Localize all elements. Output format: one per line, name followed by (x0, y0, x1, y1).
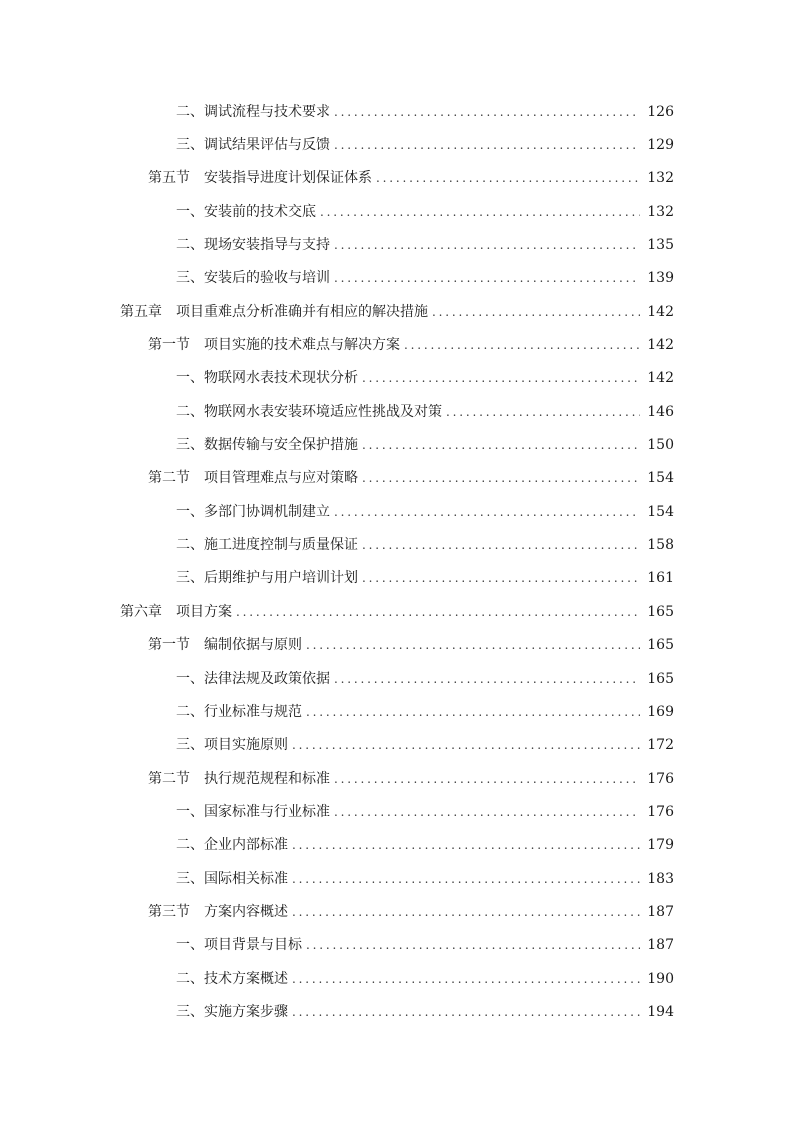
toc-dot-leader (292, 969, 640, 989)
toc-page-number: 190 (647, 970, 674, 987)
toc-entry-title: 第一节 编制依据与原则 (148, 637, 302, 654)
toc-subsection-entry[interactable] (0, 195, 793, 228)
toc-dot-leader (292, 869, 640, 889)
toc-page-number: 158 (647, 537, 674, 554)
toc-entry-title: 一、项目背景与目标 (176, 937, 302, 954)
toc-entry-title: 一、安装前的技术交底 (176, 203, 316, 220)
toc-dot-leader (334, 769, 640, 789)
toc-subsection-entry[interactable] (0, 795, 793, 828)
toc-entry-title: 三、后期维护与用户培训计划 (176, 570, 358, 587)
toc-page-number: 183 (647, 870, 674, 887)
toc-dot-leader (334, 135, 640, 155)
toc-entry-title: 第五章 项目重难点分析准确并有相应的解决措施 (120, 303, 428, 320)
toc-subsection-entry[interactable] (0, 695, 793, 728)
toc-dot-leader (236, 602, 640, 622)
toc-section-entry[interactable] (0, 162, 793, 195)
toc-page-number: 165 (647, 670, 674, 687)
toc-page-number: 172 (647, 737, 674, 754)
toc-subsection-entry[interactable] (0, 729, 793, 762)
toc-dot-leader (432, 302, 640, 322)
toc-dot-leader (292, 902, 640, 922)
toc-entry-title: 第五节 安装指导进度计划保证体系 (148, 170, 372, 187)
toc-entry-title: 第二节 项目管理难点与应对策略 (148, 470, 358, 487)
toc-page-number: 161 (647, 570, 674, 587)
toc-dot-leader (320, 202, 640, 222)
toc-page-number: 135 (647, 237, 674, 254)
toc-chapter-entry[interactable] (0, 295, 793, 328)
toc-dot-leader (306, 935, 640, 955)
toc-subsection-entry[interactable] (0, 95, 793, 128)
toc-dot-leader (334, 669, 640, 689)
toc-entry-title: 三、数据传输与安全保护措施 (176, 437, 358, 454)
toc-page-number: 169 (647, 703, 674, 720)
toc-subsection-entry[interactable] (0, 128, 793, 161)
toc-page-number: 146 (647, 403, 674, 420)
toc-chapter-entry[interactable] (0, 595, 793, 628)
toc-dot-leader (362, 368, 640, 388)
toc-entry-title: 第三节 方案内容概述 (148, 903, 288, 920)
toc-dot-leader (334, 235, 640, 255)
toc-page-number: 126 (647, 103, 674, 120)
toc-section-entry[interactable] (0, 895, 793, 928)
toc-section-entry[interactable] (0, 328, 793, 361)
toc-entry-title: 三、安装后的验收与培训 (176, 270, 330, 287)
toc-subsection-entry[interactable] (0, 995, 793, 1028)
toc-page-number: 139 (647, 270, 674, 287)
toc-subsection-entry[interactable] (0, 428, 793, 461)
toc-entry-title: 一、国家标准与行业标准 (176, 803, 330, 820)
toc-dot-leader (334, 268, 640, 288)
toc-dot-leader (292, 735, 640, 755)
toc-entry-title: 三、调试结果评估与反馈 (176, 137, 330, 154)
table-of-contents (0, 95, 793, 1029)
toc-page-number: 132 (647, 203, 674, 220)
toc-dot-leader (334, 502, 640, 522)
toc-page-number: 165 (647, 637, 674, 654)
toc-entry-title: 一、物联网水表技术现状分析 (176, 370, 358, 387)
toc-subsection-entry[interactable] (0, 262, 793, 295)
toc-entry-title: 第二节 执行规范规程和标准 (148, 770, 330, 787)
toc-page-number: 132 (647, 170, 674, 187)
toc-entry-title: 第六章 项目方案 (120, 603, 232, 620)
toc-entry-title: 三、项目实施原则 (176, 737, 288, 754)
toc-dot-leader (362, 568, 640, 588)
toc-subsection-entry[interactable] (0, 362, 793, 395)
toc-subsection-entry[interactable] (0, 228, 793, 261)
toc-dot-leader (334, 102, 640, 122)
toc-dot-leader (292, 835, 640, 855)
toc-entry-title: 三、实施方案步骤 (176, 1003, 288, 1020)
toc-dot-leader (306, 635, 640, 655)
toc-page-number: 129 (647, 137, 674, 154)
toc-entry-title: 二、技术方案概述 (176, 970, 288, 987)
toc-subsection-entry[interactable] (0, 495, 793, 528)
toc-dot-leader (376, 168, 640, 188)
toc-dot-leader (292, 1002, 640, 1022)
toc-page-number: 150 (647, 437, 674, 454)
toc-dot-leader (446, 402, 640, 422)
toc-page-number: 142 (647, 337, 674, 354)
toc-subsection-entry[interactable] (0, 528, 793, 561)
toc-page-number: 154 (647, 470, 674, 487)
toc-entry-title: 一、法律法规及政策依据 (176, 670, 330, 687)
toc-page-number: 176 (647, 803, 674, 820)
toc-subsection-entry[interactable] (0, 829, 793, 862)
toc-subsection-entry[interactable] (0, 962, 793, 995)
toc-dot-leader (306, 702, 640, 722)
toc-subsection-entry[interactable] (0, 562, 793, 595)
toc-entry-title: 二、现场安装指导与支持 (176, 237, 330, 254)
toc-page-number: 176 (647, 770, 674, 787)
toc-page-number: 142 (647, 303, 674, 320)
toc-subsection-entry[interactable] (0, 862, 793, 895)
toc-section-entry[interactable] (0, 462, 793, 495)
toc-entry-title: 二、物联网水表安装环境适应性挑战及对策 (176, 403, 442, 420)
toc-dot-leader (404, 335, 640, 355)
toc-page-number: 165 (647, 603, 674, 620)
toc-page-number: 154 (647, 503, 674, 520)
toc-dot-leader (334, 802, 640, 822)
toc-entry-title: 一、多部门协调机制建立 (176, 503, 330, 520)
toc-entry-title: 二、行业标准与规范 (176, 703, 302, 720)
toc-dot-leader (362, 535, 640, 555)
toc-page-number: 179 (647, 837, 674, 854)
toc-dot-leader (362, 435, 640, 455)
toc-subsection-entry[interactable] (0, 662, 793, 695)
toc-section-entry[interactable] (0, 762, 793, 795)
toc-entry-title: 二、施工进度控制与质量保证 (176, 537, 358, 554)
toc-entry-title: 第一节 项目实施的技术难点与解决方案 (148, 337, 400, 354)
toc-dot-leader (362, 468, 640, 488)
toc-entry-title: 二、调试流程与技术要求 (176, 103, 330, 120)
toc-entry-title: 三、国际相关标准 (176, 870, 288, 887)
toc-page-number: 194 (647, 1003, 674, 1020)
toc-page-number: 187 (647, 937, 674, 954)
toc-subsection-entry[interactable] (0, 929, 793, 962)
toc-page-number: 142 (647, 370, 674, 387)
toc-section-entry[interactable] (0, 629, 793, 662)
toc-entry-title: 二、企业内部标准 (176, 837, 288, 854)
toc-page-number: 187 (647, 903, 674, 920)
toc-subsection-entry[interactable] (0, 395, 793, 428)
